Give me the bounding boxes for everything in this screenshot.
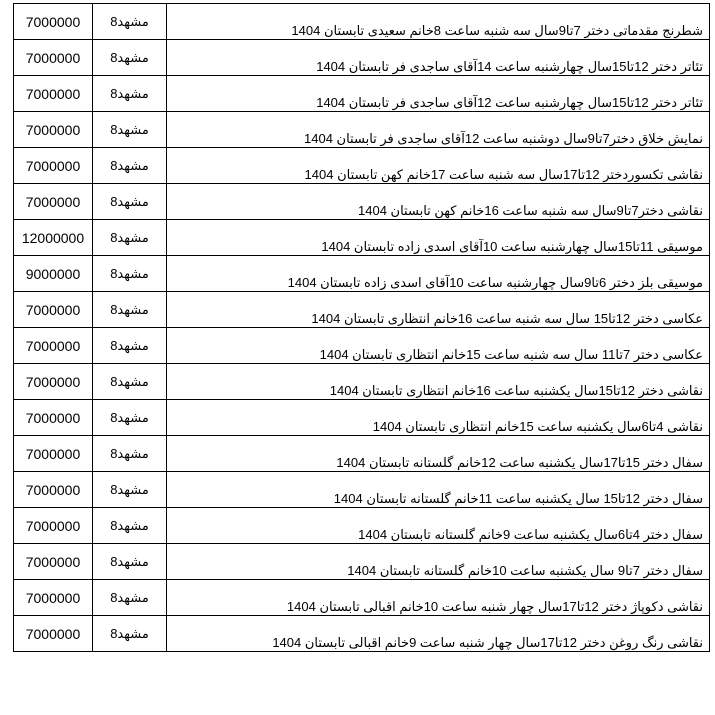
city-cell: مشهد8 <box>93 508 167 544</box>
table-row <box>14 40 710 76</box>
table-row <box>14 148 710 184</box>
city-cell: مشهد8 <box>93 4 167 40</box>
course-table-body <box>14 4 710 652</box>
city-cell: مشهد8 <box>93 472 167 508</box>
price-cell: 7000000 <box>14 76 93 112</box>
price-cell: 7000000 <box>14 544 93 580</box>
city-cell: مشهد8 <box>93 292 167 328</box>
course-text: تئاتر دختر 12تا15سال چهارشنبه ساعت 12آقای ساجدی فر تابستان 1404 <box>316 95 703 110</box>
course-cell <box>167 148 710 184</box>
course-text: سفال دختر 4تا6سال یکشنبه ساعت 9خانم گلستانه تابستان 1404 <box>358 527 703 542</box>
city-cell: مشهد8 <box>93 148 167 184</box>
price-cell: 7000000 <box>14 292 93 328</box>
course-cell <box>167 40 710 76</box>
table-row <box>14 184 710 220</box>
course-text: نمایش خلاق دختر7تا9سال دوشنبه ساعت 12آقای ساجدی فر تابستان 1404 <box>304 131 703 146</box>
course-cell <box>167 400 710 436</box>
city-cell: مشهد8 <box>93 436 167 472</box>
table-row <box>14 544 710 580</box>
price-cell: 7000000 <box>14 436 93 472</box>
course-cell <box>167 220 710 256</box>
course-cell <box>167 256 710 292</box>
course-cell <box>167 184 710 220</box>
city-cell: مشهد8 <box>93 400 167 436</box>
city-cell: مشهد8 <box>93 220 167 256</box>
course-text: موسیقی بلز دختر 6تا9سال چهارشنبه ساعت 10آقای اسدی زاده تابستان 1404 <box>287 275 703 290</box>
course-text: سفال دختر 15تا17سال یکشنبه ساعت 12خانم گلستانه تابستان 1404 <box>336 455 703 470</box>
table-row <box>14 292 710 328</box>
course-cell <box>167 76 710 112</box>
course-text: سفال دختر 7تا9 سال یکشنبه ساعت 10خانم گلستانه تابستان 1404 <box>347 563 703 578</box>
table-row <box>14 508 710 544</box>
course-cell <box>167 508 710 544</box>
course-text: عکاسی دختر 12تا15 سال سه شنبه ساعت 16خانم انتظاری تابستان 1404 <box>311 311 703 326</box>
course-cell <box>167 292 710 328</box>
course-text: سفال دختر 12تا15 سال یکشنبه ساعت 11خانم گلستانه تابستان 1404 <box>333 491 703 506</box>
course-text: عکاسی دختر 7تا11 سال سه شنبه ساعت 15خانم انتظاری تابستان 1404 <box>319 347 703 362</box>
price-cell: 7000000 <box>14 328 93 364</box>
course-text: نقاشی دختر 12تا15سال یکشنبه ساعت 16خانم انتظاری تابستان 1404 <box>329 383 703 398</box>
course-cell <box>167 4 710 40</box>
city-cell: مشهد8 <box>93 256 167 292</box>
city-cell: مشهد8 <box>93 544 167 580</box>
course-cell <box>167 544 710 580</box>
table-row <box>14 328 710 364</box>
price-cell: 7000000 <box>14 184 93 220</box>
course-cell <box>167 580 710 616</box>
course-cell <box>167 328 710 364</box>
table-row <box>14 76 710 112</box>
table-row <box>14 472 710 508</box>
course-text: موسیقی 11تا15سال چهارشنبه ساعت 10آقای اسدی زاده تابستان 1404 <box>321 239 703 254</box>
price-cell: 7000000 <box>14 508 93 544</box>
course-text: نقاشی دکوپاژ دختر 12تا17سال چهار شنبه ساعت 10خانم اقبالی تابستان 1404 <box>286 599 703 614</box>
table-row <box>14 400 710 436</box>
city-cell: مشهد8 <box>93 112 167 148</box>
course-text: نقاشی تکسوردختر 12تا17سال سه شنبه ساعت 17خانم کهن تابستان 1404 <box>304 167 703 182</box>
course-text: نقاشی رنگ روغن دختر 12تا17سال چهار شنبه ساعت 9خانم اقبالی تابستان 1404 <box>272 635 703 650</box>
table-row <box>14 580 710 616</box>
price-cell: 7000000 <box>14 616 93 652</box>
city-cell: مشهد8 <box>93 616 167 652</box>
course-cell <box>167 436 710 472</box>
table-row <box>14 256 710 292</box>
price-cell: 9000000 <box>14 256 93 292</box>
price-cell: 7000000 <box>14 148 93 184</box>
course-text: شطرنج مقدماتی دختر 7تا9سال سه شنبه ساعت 8خانم سعیدی تابستان 1404 <box>291 23 703 38</box>
price-cell: 12000000 <box>14 220 93 256</box>
table-row <box>14 4 710 40</box>
table-row <box>14 364 710 400</box>
price-cell: 7000000 <box>14 112 93 148</box>
city-cell: مشهد8 <box>93 580 167 616</box>
price-cell: 7000000 <box>14 400 93 436</box>
course-cell <box>167 472 710 508</box>
table-row <box>14 112 710 148</box>
course-text: تئاتر دختر 12تا15سال چهارشنبه ساعت 14آقای ساجدی فر تابستان 1404 <box>316 59 703 74</box>
city-cell: مشهد8 <box>93 364 167 400</box>
course-cell <box>167 616 710 652</box>
city-cell: مشهد8 <box>93 40 167 76</box>
city-cell: مشهد8 <box>93 76 167 112</box>
city-cell: مشهد8 <box>93 328 167 364</box>
course-cell <box>167 364 710 400</box>
course-cell <box>167 112 710 148</box>
table-row <box>14 436 710 472</box>
price-cell: 7000000 <box>14 580 93 616</box>
price-cell: 7000000 <box>14 40 93 76</box>
city-cell: مشهد8 <box>93 184 167 220</box>
price-cell: 7000000 <box>14 4 93 40</box>
price-cell: 7000000 <box>14 472 93 508</box>
table-row <box>14 220 710 256</box>
course-text: نقاشی 4تا6سال یکشنبه ساعت 15خانم انتظاری تابستان 1404 <box>372 419 703 434</box>
course-text: نقاشی دختر7تا9سال سه شنبه ساعت 16خانم کهن تابستان 1404 <box>358 203 703 218</box>
price-cell: 7000000 <box>14 364 93 400</box>
table-row <box>14 616 710 652</box>
course-table <box>13 3 710 652</box>
